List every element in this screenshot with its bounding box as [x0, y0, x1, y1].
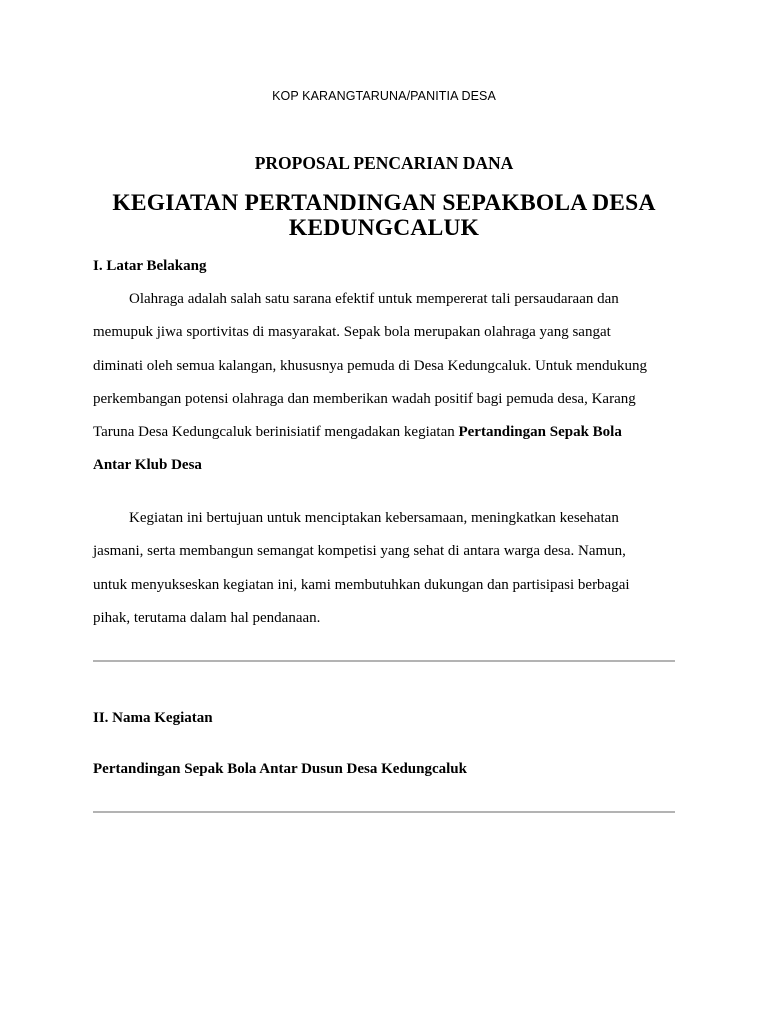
paragraph-line: [93, 416, 683, 449]
activity-name-emphasis-continued: Antar Klub Desa: [93, 457, 202, 474]
paragraph-line: perkembangan potensi olahraga dan memberikan wadah positif bagi pemuda desa, Karang: [93, 390, 636, 407]
section-heading-latar-belakang: I. Latar Belakang: [93, 258, 207, 274]
paragraph-text: Taruna Desa Kedungcaluk berinisiatif mengadakan kegiatan: [93, 424, 459, 441]
proposal-title: [80, 191, 688, 241]
title-line-2: KEDUNGCALUK: [288, 215, 480, 241]
section-heading-nama-kegiatan: II. Nama Kegiatan: [93, 710, 213, 726]
letterhead-placeholder: KOP KARANGTARUNA/PANITIA DESA: [272, 89, 496, 103]
activity-name-emphasis: Pertandingan Sepak Bola: [458, 424, 622, 441]
paragraph-line: Olahraga adalah salah satu sarana efektif untuk mempererat tali persaudaraan dan: [129, 291, 619, 307]
paragraph-background-1: [93, 283, 683, 483]
paragraph-line: Kegiatan ini bertujuan untuk menciptakan kebersamaan, meningkatkan kesehatan: [129, 510, 619, 526]
paragraph-line: jasmani, serta membangun semangat kompetisi yang sehat di antara warga desa. Namun,: [93, 543, 626, 560]
paragraph-line: untuk menyukseskan kegiatan ini, kami membutuhkan dukungan dan partisipasi berbagai: [93, 576, 630, 593]
activity-name: Pertandingan Sepak Bola Antar Dusun Desa Kedungcaluk: [93, 761, 467, 777]
paragraph-line: diminati oleh semua kalangan, khususnya pemuda di Desa Kedungcaluk. Untuk mendukung: [93, 357, 648, 374]
title-line-1: KEGIATAN PERTANDINGAN SEPAKBOLA DESA: [112, 190, 656, 216]
horizontal-divider: [93, 660, 675, 662]
horizontal-divider: [93, 811, 675, 813]
proposal-subtitle: PROPOSAL PENCARIAN DANA: [254, 153, 514, 173]
paragraph-line: pihak, terutama dalam hal pendanaan.: [93, 609, 321, 626]
paragraph-line: memupuk jiwa sportivitas di masyarakat. Sepak bola merupakan olahraga yang sangat: [93, 324, 611, 341]
paragraph-background-2: [93, 502, 683, 635]
